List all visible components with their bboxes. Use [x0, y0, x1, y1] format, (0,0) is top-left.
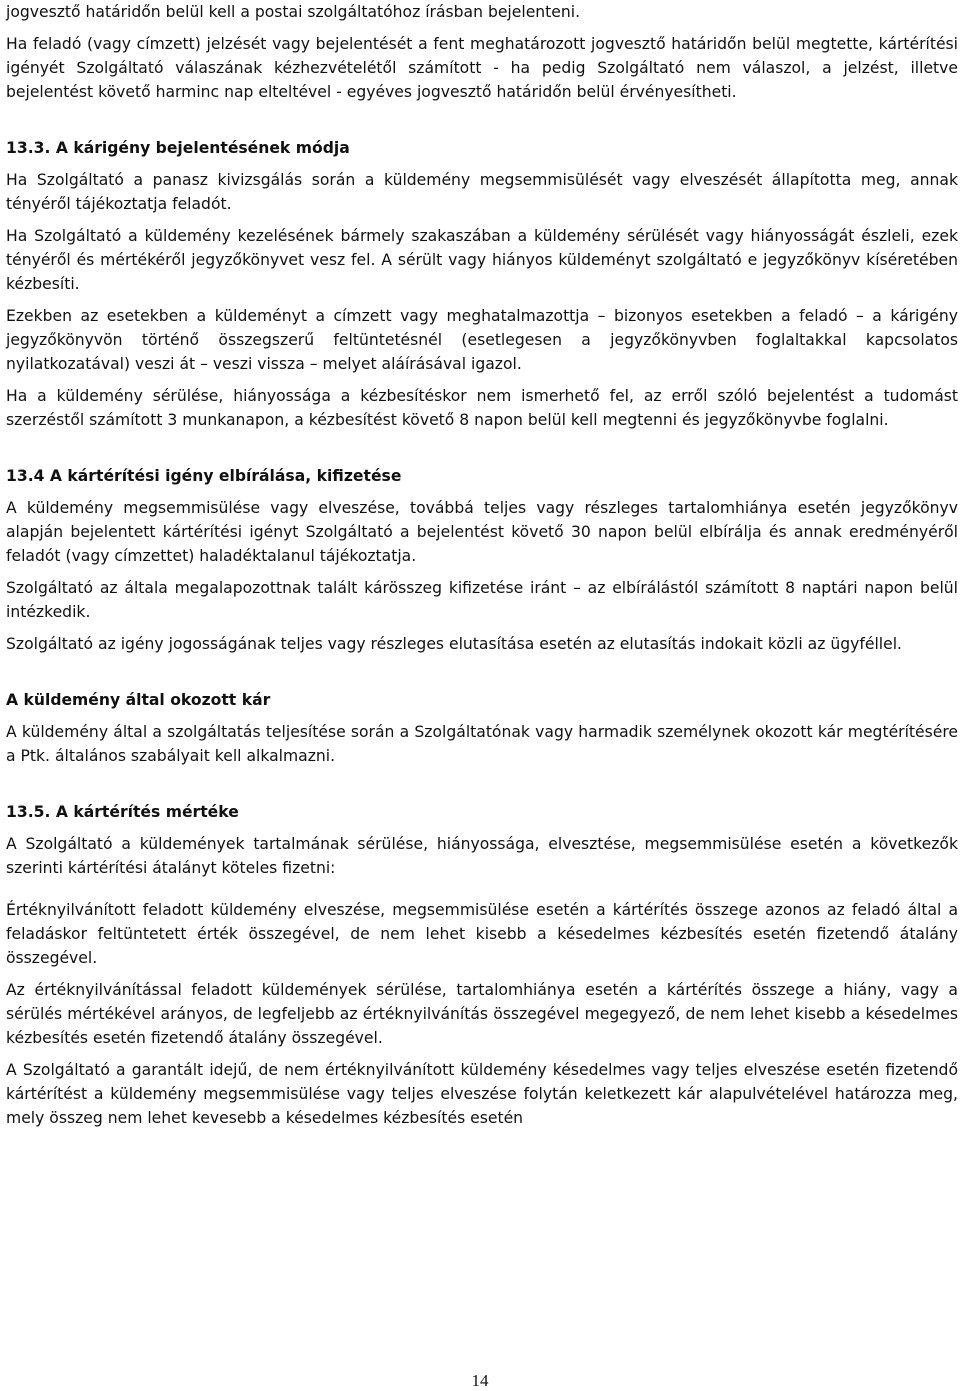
section-13-5-paragraph-4: A Szolgáltató a garantált idejű, de nem értéknyilvánított küldemény késedelmes vagy teljes elveszése esetén fizetendő kártérítést a küldemény megsemmisülése vagy teljes elveszése folytán keletkezett kár alapulvételével határozza meg, mely összeg nem lehet kevesebb a késedelmes kézbesítés esetén	[6, 1061, 958, 1127]
section-13-5-paragraph-2: Értéknyilvánított feladott küldemény elveszése, megsemmisülése esetén a kártérítés összege azonos az feladó által a feladáskor feltüntetett érték összegével, de nem lehet kisebb a késedelmes kézbesítés esetén fizetendő átalány összegével.	[6, 901, 958, 967]
page-number: 14	[471, 1371, 489, 1390]
section-13-4-paragraph-1: A küldemény megsemmisülése vagy elveszése, továbbá teljes vagy részleges tartalomhiánya esetén jegyzőkönyv alapján bejelentett kártérítési igényt Szolgáltató a bejelentést követő 30 napon belül elbírálja és annak eredményéről feladót (vagy címzettet) haladéktalanul tájékoztatja.	[6, 499, 958, 565]
section-heading-13-5: 13.5. A kártérítés mértéke	[6, 803, 239, 821]
section-13-5-paragraph-1: A Szolgáltató a küldemények tartalmának sérülése, hiányossága, elvesztése, megsemmisülése esetén a következők szerinti kártérítési átalányt köteles fizetni:	[6, 835, 958, 877]
section-13-3-paragraph-2: Ha Szolgáltató a küldemény kezelésének bármely szakaszában a küldemény sérülését vagy hiányosságát észleli, ezek tényéről és mértékéről jegyzőkönyvet vesz fel. A sérült vagy hiányos küldeményt szolgáltató e jegyzőkönyv kíséretében kézbesíti.	[6, 227, 958, 293]
section-heading-damage: A küldemény által okozott kár	[6, 691, 271, 709]
intro-paragraph-2: Ha feladó (vagy címzett) jelzését vagy bejelentését a fent meghatározott jogvesztő határidőn belül megtette, kártérítési igényét Szolgáltató válaszának kézhezvételétől számított - ha pedig Szolgáltató nem válaszol, a jelzést, illetve bejelentést követő harminc nap elteltével - egyéves jogvesztő határidőn belül érvényesítheti.	[6, 35, 958, 101]
section-13-4-paragraph-3: Szolgáltató az igény jogosságának teljes vagy részleges elutasítása esetén az elutasítás indokait közli az ügyféllel.	[6, 635, 903, 653]
document-page	[6, 0, 958, 1130]
section-13-3-paragraph-1: Ha Szolgáltató a panasz kivizsgálás során a küldemény megsemmisülését vagy elveszését állapította meg, annak tényéről tájékoztatja feladót.	[6, 171, 958, 213]
section-heading-13-3: 13.3. A kárigény bejelentésének módja	[6, 139, 350, 157]
intro-paragraph-1: jogvesztő határidőn belül kell a postai szolgáltatóhoz írásban bejelenteni.	[6, 3, 581, 21]
section-damage-paragraph-1: A küldemény által a szolgáltatás teljesítése során a Szolgáltatónak vagy harmadik személynek okozott kár megtérítésére a Ptk. általános szabályait kell alkalmazni.	[6, 723, 958, 765]
section-13-4-paragraph-2: Szolgáltató az általa megalapozottnak talált kárösszeg kifizetése iránt – az elbírálástól számított 8 naptári napon belül intézkedik.	[6, 579, 958, 621]
section-13-3-paragraph-3: Ezekben az esetekben a küldeményt a címzett vagy meghatalmazottja – bizonyos esetekben a feladó – a kárigény jegyzőkönyvön történő összegszerű feltüntetésnél (esetlegesen a jegyzőkönyvben foglaltakkal kapcsolatos nyilatkozatával) veszi át – veszi vissza – melyet aláírásával igazol.	[6, 307, 958, 373]
section-heading-13-4: 13.4 A kártérítési igény elbírálása, kifizetése	[6, 467, 402, 485]
section-13-3-paragraph-4: Ha a küldemény sérülése, hiányossága a kézbesítéskor nem ismerhető fel, az erről szóló bejelentést a tudomást szerzéstől számított 3 munkanapon, a kézbesítést követő 8 napon belül kell megtenni és jegyzőkönyvbe foglalni.	[6, 387, 958, 429]
section-13-5-paragraph-3: Az értéknyilvánítással feladott küldemények sérülése, tartalomhiánya esetén a kártérítés összege a hiány, vagy a sérülés mértékével arányos, de legfeljebb az értéknyilvánítás összegével megegyező, de nem lehet kisebb a késedelmes kézbesítés esetén fizetendő átalány összegével.	[6, 981, 958, 1047]
